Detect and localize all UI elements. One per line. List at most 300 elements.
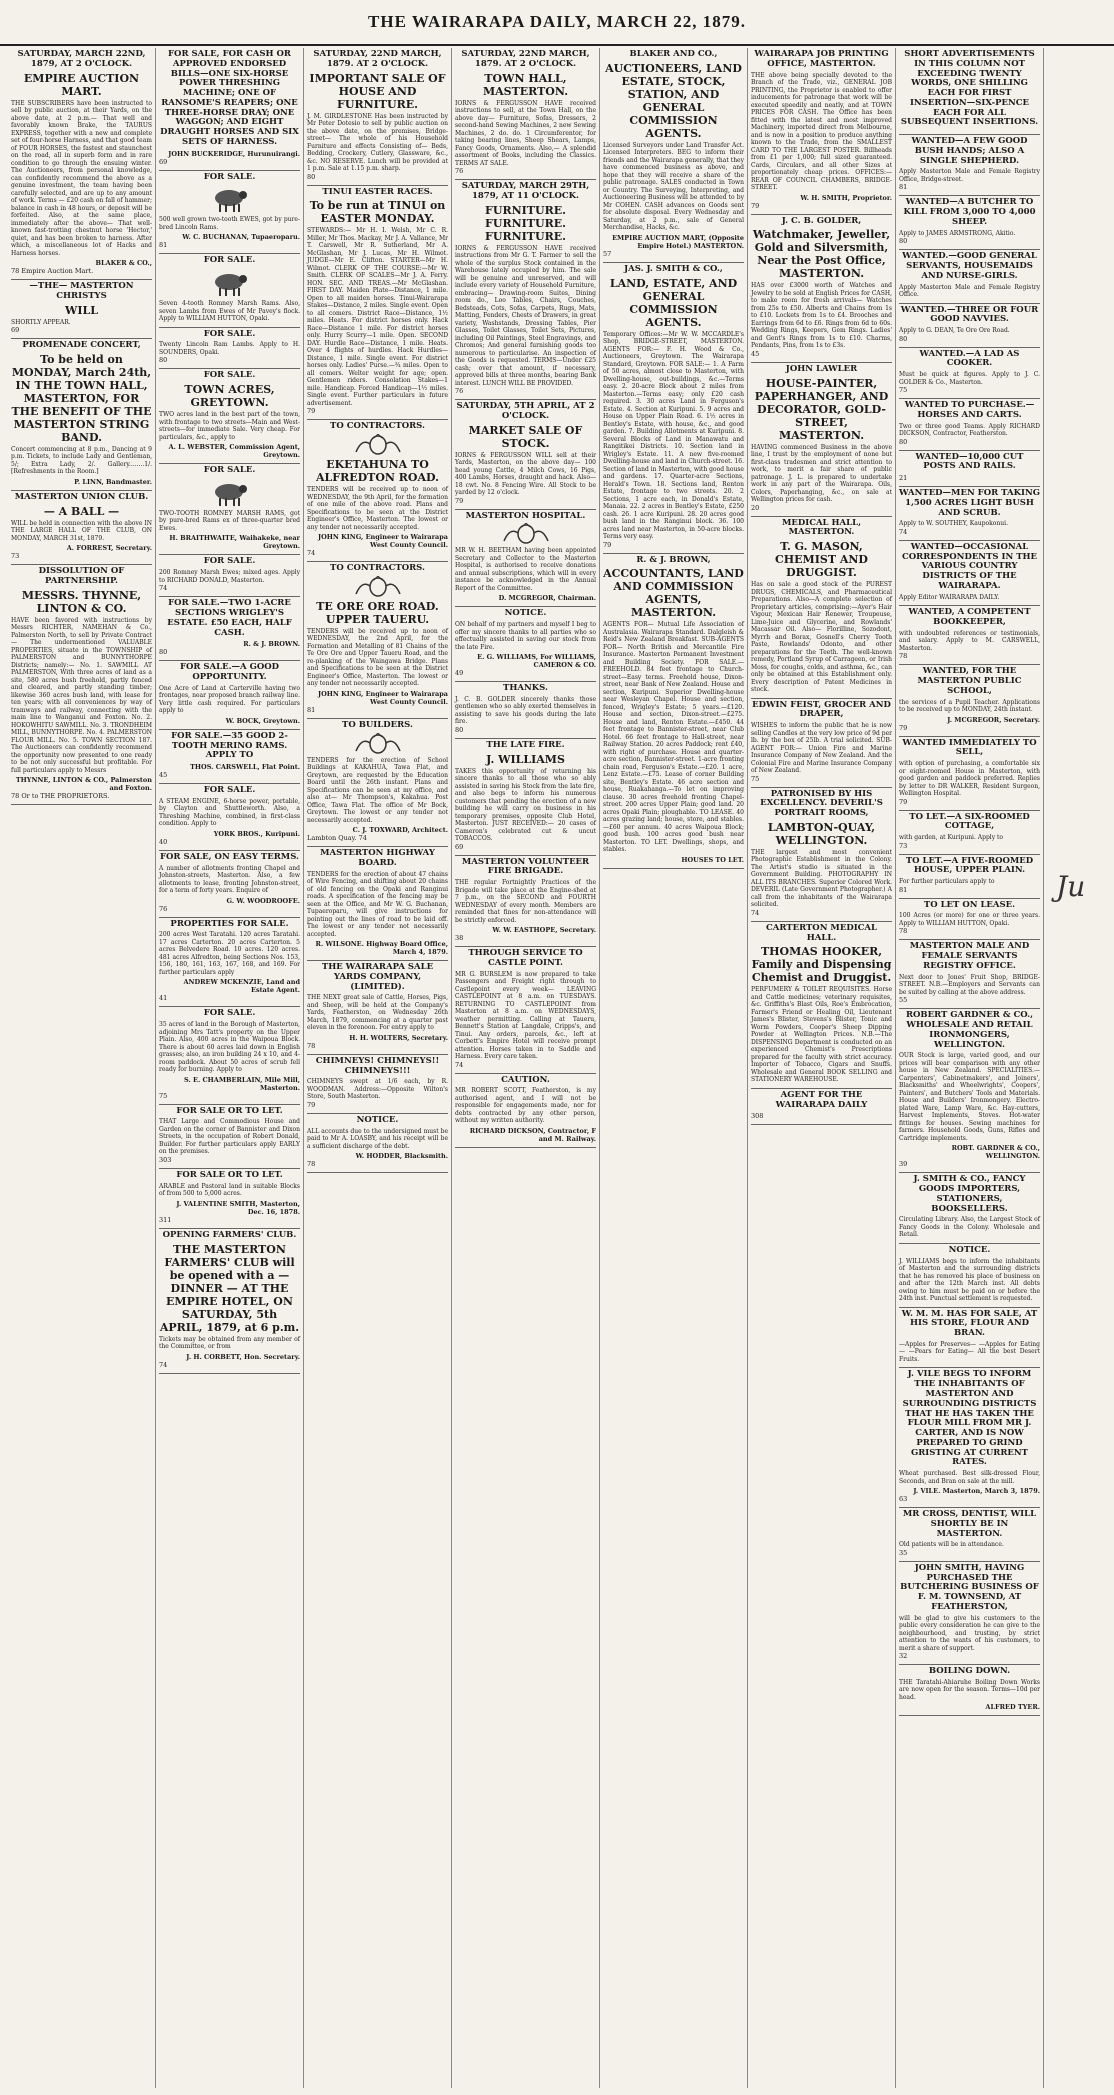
ad-heading: SATURDAY, MARCH 22ND, 1879, AT 2 O'CLOCK.	[17, 49, 146, 69]
ad-number: 69	[11, 326, 20, 335]
ad-subheading: ACCOUNTANTS, LAND AND COMMISSION AGENTS, MASTERTON.	[603, 567, 744, 620]
advertisement	[455, 180, 596, 400]
ad-reference-number	[159, 158, 300, 166]
ad-body: TENDERS for the erection of School Buildings at KAKAHUA, Tawa Flat, and Greytown, are requested by the Education Board until the 26th instant. Plans and Specifications can be seen at my office, and also at— Mr Thompson's, Kakahua. Post Office, Tawa Flat. The office of Mr Bock, Greytown. The lowest or any tender not necessarily accepted.	[307, 756, 448, 824]
advertisement	[159, 730, 300, 784]
ad-number: 79	[899, 797, 908, 806]
ad-number: 74	[899, 527, 908, 536]
ad-reference-number	[11, 267, 152, 275]
ad-number: 74	[751, 908, 760, 917]
advertisement	[899, 606, 1040, 665]
advertisement	[899, 451, 1040, 488]
ad-number: 80	[159, 648, 168, 657]
ad-signature: E. G. WILLIAMS, For WILLIAMS, CAMERON & CO.	[477, 653, 596, 670]
ad-reference-number	[455, 497, 596, 505]
column-1	[8, 48, 156, 2088]
ad-body: with garden, at Kuripuni. Apply to	[899, 834, 1004, 842]
ad-body: the services of a Pupil Teacher. Applications to be received up to MONDAY, 24th instant.	[899, 698, 1040, 714]
ad-subheading: To be run at TINUI on EASTER MONDAY.	[309, 199, 446, 226]
ad-heading: JOHN SMITH, HAVING PURCHASED THE BUTCHERING BUSINESS OF F. M. TOWNSEND, AT FEATHERSTON,	[900, 1562, 1039, 1612]
ad-signature: HOUSES TO LET.	[681, 855, 744, 864]
ad-number: 80	[307, 172, 316, 181]
ad-heading: FOR SALE.	[203, 171, 256, 182]
ad-reference-number	[899, 438, 1040, 446]
ad-body: OUR Stock is large, varied good, and our prices will bear comparison with any other house in New Zealand. SPECIALITIES.—Carpenters', Cabinetmakers', and Joiners', Blacksmiths' and Wheelwrights', Coopers', Painters', and Butchers' Tools and Materials. House and Builders' Ironmongery. Electro-plated Ware, Lamp Ware, &c. Hay-cutters, Harvest Implements, Stoves. Hot-water fittings for houses. Sewing machines for farmers. Household Goods, Guns, Rifles and Cartridge implements.	[899, 1052, 1040, 1142]
ad-heading: FOR SALE.—35 GOOD 2-TOOTH MERINO RAMS. APPLY TO	[171, 730, 288, 761]
ad-heading: WANTED, A COMPETENT BOOKKEEPER,	[908, 607, 1031, 628]
ad-number: 40	[159, 837, 168, 846]
ad-reference-number	[899, 886, 1040, 894]
ad-number: 41	[159, 994, 168, 1003]
advertisement	[455, 510, 596, 608]
ad-number: 81	[899, 183, 908, 192]
ad-signature: S. E. CHAMBERLAIN, Mile Mill, Masterton.	[184, 1075, 300, 1092]
ad-heading: FOR SALE.	[203, 255, 256, 266]
ad-heading: WANTED IMMEDIATELY TO SELL,	[902, 737, 1037, 758]
ad-reference-number	[455, 167, 596, 175]
advertisement	[899, 665, 1040, 736]
ad-heading: WANTED, FOR THE MASTERTON PUBLIC SCHOOL,	[917, 666, 1022, 696]
ad-heading: MASTERTON MALE AND FEMALE SERVANTS REGISTRY OFFICE.	[909, 941, 1030, 971]
ad-subheading: FURNITURE. FURNITURE. FURNITURE.	[485, 203, 566, 243]
advertisement	[899, 1009, 1040, 1173]
ad-body: —Apples for Preserves— —Apples for Eating— —Pears for Eating— All the best Desert Fruits.	[899, 1340, 1040, 1363]
ad-heading: FOR SALE OR TO LET.	[176, 1169, 283, 1180]
ad-body: ON behalf of my partners and myself I beg to offer my sincere thanks to all parties who so effectually assisted in saving our stock from the late Fire.	[455, 621, 596, 651]
ad-reference-number	[307, 407, 448, 415]
ad-body: ARABLE and Pastoral land in suitable Blocks of from 500 to 5,000 acres.	[159, 1182, 300, 1198]
ad-heading: TO CONTRACTORS.	[330, 421, 425, 432]
ad-reference-number	[751, 1112, 892, 1120]
advertisement	[159, 1169, 300, 1229]
advertisement	[307, 420, 448, 562]
ad-subheading: HOUSE-PAINTER, PAPERHANGER, AND DECORATOR, GOLD-STREET, MASTERTON.	[754, 376, 889, 442]
ad-heading: WANTED—10,000 CUT POSTS AND RAILS.	[915, 451, 1024, 472]
ad-heading: THE LATE FIRE.	[486, 739, 565, 750]
ad-body: THE SUBSCRIBERS have been instructed to sell by public auction, at their Yards, on the above date, at 2 p.m.— That well and favorably known Brake, the TAURUS EXPRESS, together with a new and complete set of four-horse Harness, and that good team of FOUR HORSES, the fastest and staunchest on the road, all in superb form and in rare condition to go through the ensuing winter. The Auctioneers, from personal knowledge, can confidently recommend the above as a genuine investment, the team having been carefully selected, and are up to any amount of work. Terms — £20 cash on fall of hammer; balance in cash in 48 hours, or deposit will be forfeited. Also, at the same place, immediately after the above— That well-known fast-trotting chestnut horse 'Hector,' quiet, and has been broken to harness. After which, a miscellaneous lot of Hacks and Harness horses.	[11, 99, 152, 257]
ad-heading: BOILING DOWN.	[928, 1666, 1011, 1677]
ad-subheading: J. WILLIAMS	[486, 752, 565, 766]
ad-number: 79	[751, 201, 760, 210]
ad-body: One Acre of Land at Carterville having two frontages, near proposed branch railway line. Very little cash required. For particulars apply to	[159, 684, 300, 715]
ad-body: Old patients will be in attendance.	[899, 1541, 1004, 1549]
ad-signature: R. & J. BROWN.	[243, 640, 300, 649]
ad-number: 20	[751, 503, 760, 512]
ad-reference-number	[11, 792, 152, 800]
sheep-engraving-icon	[207, 268, 253, 298]
ad-heading: MEDICAL HALL, MASTERTON.	[781, 517, 862, 538]
ad-number: 80	[455, 725, 464, 734]
ad-heading: WANTED—A BUTCHER TO KILL FROM 3,000 TO 4,000 SHEEP.	[903, 197, 1036, 227]
ad-heading: JAS. J. SMITH & CO.,	[624, 263, 723, 274]
ad-body: 500 well grown two-tooth EWES, got by pure-bred Lincoln Rams.	[159, 216, 300, 231]
ad-body: Apply Masterton Male and Female Registry Office.	[899, 283, 1040, 299]
ad-signature: THOS. CARSWELL, Flat Point.	[190, 763, 300, 772]
ad-body: THE Taratahi-Ahiaruhe Boiling Down Works are now open for the season. Terms—10d per head.	[899, 1678, 1040, 1701]
ad-heading: TO CONTRACTORS.	[330, 563, 425, 574]
ad-number: 81	[307, 705, 316, 714]
column-2	[156, 48, 304, 2088]
advertisement	[159, 369, 300, 464]
advertisement	[899, 1368, 1040, 1508]
ad-signature: W. W. EASTHOPE, Secretary.	[492, 926, 596, 935]
advertisement	[159, 171, 300, 255]
ad-body: Seven 4-tooth Romney Marsh Rams. Also, seven Lambs from Ewes of Mr Pavey's flock. Apply to WILLIAM HUTTON, Opaki.	[159, 300, 300, 323]
masthead	[0, 0, 1114, 46]
royal-crest-icon	[348, 576, 408, 598]
ad-reference-number	[899, 798, 1040, 806]
ad-body: Twenty Lincoln Ram Lambs. Apply to H. SOUNDERS, Opaki.	[159, 341, 300, 356]
ad-number: 63	[899, 1495, 908, 1504]
advertisement	[307, 186, 448, 421]
ad-number: 308	[751, 1112, 764, 1121]
ad-subheading: MARKET SALE OF STOCK.	[468, 423, 583, 450]
ad-heading: NOTICE.	[948, 1244, 991, 1255]
ad-body: WILL be held in connection with the above IN THE LARGE HALL OF THE CLUB, ON MONDAY, MARCH 31st, 1879.	[11, 519, 152, 542]
royal-crest-icon	[348, 434, 408, 456]
advertisement	[603, 263, 744, 554]
columns-container	[8, 48, 1044, 2088]
ad-number: 79	[603, 540, 612, 549]
ad-subheading: WILL	[65, 303, 98, 317]
ad-reference-number	[899, 386, 1040, 394]
ad-signature: J. VILE. Masterton, March 3, 1879.	[913, 1487, 1040, 1496]
column-5	[600, 48, 748, 2088]
ad-heading: CARTERTON MEDICAL HALL.	[765, 922, 878, 943]
ad-number: 81	[159, 241, 168, 250]
ad-signature: JOHN KING, Engineer to Wairarapa West County Council.	[318, 689, 448, 706]
ad-subheading: To be held on MONDAY, March 24th, IN THE TOWN HALL, MASTERTON, FOR THE BENEFIT OF THE MASTERTON STRING BAND.	[11, 352, 152, 444]
ad-body: Has on sale a good stock of the PUREST DRUGS, CHEMICALS, and Pharmaceutical Preparations. Also—A complete selection of Proprietary articles, comprising:—Ayer's Hair Vigour, Mexican Hair Renewer, Troupeuse, Lime-Juice and Glycerine, and Rowlands' Macassar Oil. Also— Florilline, Sozodont, Myrrh and Borax, Gosnell's Cherry Tooth Paste, Rowlands' Odonto, and other preparations for the Teeth. The well-known remedy, Portland Syrup of Carrageen, or Irish Moss, for coughs, colds, and asthma, &c., can only be obtained at this Establishment only. Every description of Patent Medicines in stock.	[751, 581, 892, 694]
ad-reference-number	[899, 996, 1040, 1004]
ad-signature: C. J. TOXWARD, Architect.	[352, 826, 448, 835]
ad-body: TAKES this opportunity of returning his sincere thanks to all those who so ably assisted in saving his Stock from the late fire, and also begs to inform his numerous customers that pending the erection of a new building he will carry on business in his temporary premises, opposite Club Hotel, Masterton. JUST RECEIVED:— 20 cases of Cameron's celebrated cut & uncut TOBACCOS.	[455, 767, 596, 843]
ad-reference-number	[307, 1101, 448, 1109]
ad-body: THE regular Fortnightly Practices of the Brigade will take place at the Engine-shed at 7 p.m., on the SECOND and FOURTH WEDNESDAY of every month. Members are reminded that fines for non-attendance will be strictly enforced.	[455, 879, 596, 924]
ad-number: 45	[751, 349, 760, 358]
ad-heading: —THE— MASTERTON CHRISTYS	[29, 281, 134, 301]
advertisement	[899, 1508, 1040, 1562]
advertisement	[11, 280, 152, 339]
ad-body: Apply to W. SOUTHEY, Kaupokonui.	[899, 520, 1008, 528]
ad-signature: THYNNE, LINTON & CO., Palmerston and Foxton.	[15, 776, 152, 793]
ad-reference-number	[307, 834, 448, 842]
ad-heading: SATURDAY, 22ND MARCH, 1879. AT 2 O'CLOCK.	[461, 49, 590, 69]
ad-heading: WANTED.—GOOD GENERAL SERVANTS, HOUSEMAIDS AND NURSE-GIRLS.	[902, 251, 1037, 281]
advertisement	[159, 1007, 300, 1104]
ad-signature: H. BRAITHWAITE, Waihakeke, near Greytown.	[169, 534, 300, 551]
ad-body: Apply Editor WAIRARAPA DAILY.	[899, 593, 1000, 601]
ad-heading: TINUI EASTER RACES.	[322, 186, 433, 197]
ad-signature: W. HODDER, Blacksmith.	[355, 1152, 448, 1161]
ad-reference-number	[307, 549, 448, 557]
ad-heading: FOR SALE.	[203, 465, 256, 476]
advertisement	[899, 1308, 1040, 1369]
advertisement	[455, 682, 596, 739]
ad-signature: H. H. WOLTERS, Secretary.	[349, 1033, 448, 1042]
ad-number: 79	[455, 496, 464, 505]
ad-heading: EDWIN FEIST, GROCER AND DRAPER,	[752, 699, 891, 720]
ad-body: J. C. B. GOLDER sincerely thanks those gentlemen who so ably exerted themselves in assisting to save his goods during the late fire.	[455, 695, 596, 726]
advertisement	[159, 784, 300, 851]
ad-body: 100 Acres (or more) for one or three years. Apply to WILLIAM HUTTON, Opaki.	[899, 912, 1040, 927]
ad-subheading: THOMAS HOOKER, Family and Dispensing Chemist and Druggist.	[751, 945, 892, 985]
ad-body: with undoubted references or testimonials, and salary. Apply to M. CARSWELL, Masterton.	[899, 629, 1040, 652]
ad-number: 74	[307, 549, 316, 558]
ad-subheading: T. G. MASON, CHEMIST AND DRUGGIST.	[775, 540, 868, 580]
ad-signature: R. WILSONE. Highway Board Office, March 4, 1879.	[315, 940, 448, 957]
ad-body: A number of allotments fronting Chapel and Johnston-streets, Masterton. Also, a few allotments to lease, fronting Johnston-street, for a term of forty years. Enquire of	[159, 864, 300, 895]
ad-number: 75	[159, 1091, 168, 1100]
ad-heading: WANTED—A FEW GOOD BUSH HANDS; ALSO A SINGLE SHEPHERD.	[911, 136, 1028, 166]
ad-heading: J. C. B. GOLDER,	[781, 215, 862, 226]
ad-number: 78	[307, 1160, 316, 1169]
ad-heading: BLAKER AND CO.,	[629, 49, 718, 59]
advertisement	[899, 135, 1040, 196]
ad-reference-number	[899, 335, 1040, 343]
ad-number: 75	[751, 774, 760, 783]
ad-heading: THANKS.	[503, 683, 548, 694]
ad-heading: FOR SALE, ON EASY TERMS.	[159, 851, 299, 862]
ad-subheading: AUCTIONEERS, LAND ESTATE, STOCK, STATION, AND GENERAL COMMISSION AGENTS.	[605, 61, 742, 140]
ad-number: 80	[159, 356, 168, 365]
ad-heading: J. SMITH & CO., FANCY GOODS IMPORTERS, STATIONERS, BOOKSELLERS.	[913, 1174, 1026, 1214]
advertisement	[899, 737, 1040, 811]
advertisement	[307, 847, 448, 961]
ad-body: IORNS & FERGUSSON WILL sell at their Yards, Masterton, on the above day— 100 head young Cattle, 4 Milch Cows, 16 Pigs, 400 Lambs, Horses, draught and hack. Also— 18 cwt. No. 8 Fencing Wire. All Stock to be yarded by 12 o'clock.	[455, 451, 596, 497]
ad-body: 200 acres West Taratahi. 120 acres Taratahi. 17 acres Carterton. 20 acres Carterton. 5 acres Belvedere Road. 10 acres. 120 acres. 481 acres Alfredton, being Sections Nos. 153, 156, 180, 161, 163, 167, 168, and 169. For further particulars apply	[159, 931, 300, 976]
ad-reference-number	[751, 504, 892, 512]
ad-reference-number	[159, 838, 300, 846]
advertisement	[455, 856, 596, 948]
ad-number: 49	[455, 669, 464, 678]
ad-heading: FOR SALE.—A GOOD OPPORTUNITY.	[179, 662, 280, 683]
advertisement	[751, 517, 892, 699]
ad-number: 74	[455, 1060, 464, 1069]
ad-heading: W. M. M. HAS FOR SALE, AT HIS STORE, FLOUR AND BRAN.	[901, 1308, 1038, 1339]
ad-number: 80	[899, 334, 908, 343]
ad-reference-number	[11, 326, 152, 334]
advertisement	[307, 562, 448, 719]
ad-reference-number	[899, 927, 1040, 935]
advertisement	[899, 940, 1040, 1009]
ad-heading: AGENT FOR THE WAIRARAPA DAILY	[775, 1089, 868, 1110]
ad-body: THAT Large and Commodious House and Garden on the corner of Bannister and Dixon Streets, in the occupation of Robert Donald, Builder. For further particulars apply EARLY on the premises.	[159, 1118, 300, 1156]
ad-number: 69	[455, 842, 464, 851]
advertisement	[159, 328, 300, 370]
royal-crest-icon	[348, 733, 408, 755]
advertisement	[899, 1665, 1040, 1716]
ad-signature: EMPIRE AUCTION MART, (Opposite Empire Hotel.) MASTERTON.	[612, 233, 744, 250]
advertisement	[899, 541, 1040, 606]
ad-body: HAS over £3000 worth of Watches and Jewelry to be sold at English Prices for CASH, to make room for fresh arrivals— Watches from 25s to £50. Alberts and Chains from 1s to £10. Lockets from 1s to £4. Brooches and Earrings from 6d to £6. Rings from 6d to 60s. Wedding Rings, Keepers, Gem Rings. Ladies' and Gent's Rings from 1s to £10. Charms, Pendants, Pins, from 1s to £3s.	[751, 282, 892, 350]
ad-subheading: TOWN HALL, MASTERTON.	[482, 71, 569, 98]
ad-heading: ROBERT GARDNER & CO., WHOLESALE AND RETAIL IRONMONGERS, WELLINGTON.	[905, 1010, 1034, 1050]
ad-heading: MASTERTON HOSPITAL.	[465, 510, 586, 521]
ad-heading: WANTED—MEN FOR TAKING 1,500 ACRES LIGHT BUSH AND SCRUB.	[899, 488, 1040, 518]
ad-signature: W. H. SMITH, Proprietor.	[800, 193, 892, 202]
ad-reference-number	[159, 584, 300, 592]
ad-reference-number	[159, 1156, 300, 1164]
ad-reference-number	[307, 1042, 448, 1050]
ad-body: J. WILLIAMS begs to inform the inhabitants of Masterton and the surrounding districts that he has removed his place of business on and after the 12th March inst. All debts owing to him must be paid on or before the 24th inst. Punctual settlement is requested.	[899, 1257, 1040, 1303]
advertisement	[899, 196, 1040, 250]
ad-body: Temporary Offices:—Mr W. W. MCCARDLE's Shop, BRIDGE-STREET, MASTERTON. AGENTS FOR:— F. H. Wood & Co., Auctioneers, Greytown. The Wairarapa Standard, Greytown. FOR SALE:— 1. A Farm of 50 acres, almost close to Masterton, with Dwelling-house, out-buildings, &c.—Terms easy. 2. 20-acre Block about 2 miles from Masterton.—Terms easy; only £20 cash required. 3. 30 acres Land in Ferguson's Estate. 4. Section at Kuripuni. 5. 9 acres and House on Upper Plain Road. 6. 1½ acres in Bentley's Estate, with house, &c., and good garden. 7. Building Allotments at Kuripuni. 8. Several Blocks of Land in Manawatu and Rangitikei Districts. 10. Section land in Wrigley's Estate. 11. A new five-roomed Dwelling-house and land in Church-street. 16. Section of land in Masterton, with good house and gardens. 17. Quarter-acre Sections, Herald's Town. 18. Sections land, Renton Estate, frontage to two streets. 20. 2 Sections, 1 acre each, in Donald's Estate, Manaia. 22. 2 acres in Bentley's Estate, £250 cash. 26. 1 acre Kuripuni. 28. 20 acres good bush land in the Ranginui block. 36. 100 acres land near Masterton, in 50-acre blocks. Terms very easy.	[603, 330, 744, 541]
ad-reference-number	[751, 775, 892, 783]
advertisement	[159, 48, 300, 171]
ad-subheading: TE ORE ORE ROAD. UPPER TAUERU.	[316, 599, 439, 626]
ad-signature: W. BOCK, Greytown.	[225, 716, 300, 725]
ad-reference-number	[159, 994, 300, 1002]
masthead-title: THE WAIRARAPA DAILY, MARCH 22, 1879.	[368, 12, 746, 31]
advertisement	[899, 855, 1040, 899]
ad-number: 57	[603, 249, 612, 258]
ad-body: 200 Romney Marsh Ewes; mixed ages. Apply to RICHARD DONALD, Masterton.	[159, 569, 300, 584]
ad-reference-number	[899, 842, 1040, 850]
advertisement	[899, 304, 1040, 348]
ad-reference-number	[455, 726, 596, 734]
ad-heading: TO LET ON LEASE.	[923, 899, 1016, 910]
ad-heading: SATURDAY, 5TH APRIL, AT 2 O'CLOCK.	[456, 401, 595, 421]
ad-number: 81	[899, 885, 908, 894]
advertisement	[307, 48, 448, 186]
ad-reference-number	[159, 1361, 300, 1369]
ad-body: Apply to JAMES ARMSTRONG, Akitio.	[899, 229, 1016, 237]
ad-reference-number	[899, 183, 1040, 191]
ad-heading: THE WAIRARAPA SALE YARDS COMPANY, (LIMITED).	[321, 962, 434, 992]
ad-reference-number	[603, 250, 744, 258]
ad-reference-number	[159, 648, 300, 656]
advertisement	[751, 215, 892, 363]
advertisement	[11, 48, 152, 280]
advertisement	[751, 922, 892, 1089]
ad-heading: SATURDAY, MARCH 29TH, 1879, AT 11 O'CLOCK.	[461, 181, 590, 201]
advertisement	[751, 788, 892, 922]
ad-signature: JOHN KING, Engineer to Wairarapa West County Council.	[318, 533, 448, 550]
margin-handwriting: Ju	[1056, 870, 1086, 903]
ad-number: 79	[307, 1100, 316, 1109]
ad-reference-number	[899, 724, 1040, 732]
ad-heading: MASTERTON HIGHWAY BOARD.	[320, 848, 435, 868]
ad-reference-number	[455, 1061, 596, 1069]
ad-number: Lambton Quay. 74	[307, 834, 367, 843]
advertisement	[455, 1074, 596, 1148]
royal-crest-icon	[496, 523, 556, 545]
ad-heading: FOR SALE OR TO LET.	[176, 1105, 283, 1116]
ad-reference-number	[307, 706, 448, 714]
ad-number: 78	[307, 1041, 316, 1050]
ad-subheading: Watchmaker, Jeweller, Gold and Silversmith, Near the Post Office, MASTERTON.	[752, 228, 891, 281]
sheep-engraving-icon	[207, 184, 253, 214]
ad-number: 76	[455, 167, 464, 176]
ad-number: 78 Or to THE PROPRIETORS.	[11, 792, 110, 801]
ad-reference-number	[159, 1216, 300, 1224]
advertisement	[751, 1089, 892, 1126]
ad-heading: DISSOLUTION OF PARTNERSHIP.	[38, 566, 125, 586]
ad-body: Next door to Jones' Fruit Shop, BRIDGE-STREET. N.B.—Employers and Servants can be suited by calling at the above address.	[899, 973, 1040, 996]
ad-signature: BLAKER & CO.,	[95, 259, 152, 268]
ad-body: THE NEXT great sale of Cattle, Horses, Pigs, and Sheep, will be held at the Company's Yards, Featherston, on Wednesday 26th March, 1879, commencing at a quarter past eleven in the forenoon. For entry apply to	[307, 994, 448, 1032]
ad-heading: CAUTION.	[501, 1074, 550, 1085]
advertisement	[455, 400, 596, 510]
ad-body: TWO-TOOTH ROMNEY MARSH RAMS, got by pure-bred Rams ex of three-quarter bred Ewes.	[159, 509, 300, 532]
ad-subheading: TOWN ACRES, GREYTOWN.	[184, 383, 275, 410]
ad-reference-number	[159, 771, 300, 779]
ad-body: THE largest and most convenient Photographic Establishment in the Colony. The Artist's studio is situated in the Government Building. PHOTOGRAPHY IN ALL ITS BRANCHES. Superior Colored Work. DEVERIL (Late Government Photographer.) A call from the inhabitants of the Wairarapa solicited.	[751, 848, 892, 909]
advertisement	[159, 597, 300, 661]
ad-heading: WANTED.—A LAD AS COOKER.	[919, 348, 1020, 369]
ad-body: THE above being specially devoted to the Branch of the Trade, viz., GENERAL JOB PRINTING, the Proprietor is enabled to offer inducements for patronage that work will be executed speedily and neatly, and at TOWN PRICES FOR CASH. The Office has been fitted with the latest and most improved Machinery, imported direct from Melbourne, and is now in a position to produce anything known to the Trade, from the SMALLEST CARD TO THE LARGEST POSTER. Billheads from £1 per 1,000; full sized guaranteed. Cards, Circulars, and all other Sizes at proportionately cheap prices. OFFICES:— REAR OF COUNCIL CHAMBERS, BRIDGE-STREET.	[751, 71, 892, 192]
ad-number: 79	[899, 723, 908, 732]
column-6	[748, 48, 896, 2088]
ad-number: 79	[307, 407, 316, 416]
advertisement	[603, 48, 744, 263]
ad-body: ALL accounts due to the undersigned must be paid to Mr A. LOASBY, and his receipt will be a sufficient discharge of the debt.	[307, 1127, 448, 1150]
ad-body: PERFUMERY & TOILET REQUISITES. Horse and Cattle medicines; veterinary requisites, &c. Griffiths's Blast Oils, Roe's Embrocation, Farmer's Friend or Healing Oil, Lieutenant James's Blister, Stevens's Blister, Tonic and Worm Powders, Cooper's Sheep Dipping Powder at Wellington Prices. N.B.—The DISPENSING Department is conducted on an experienced Chemist's Prescriptions prepared for the faculty with strict accuracy. Importer of Tobacco, Cigars and Snuffs. Wholesale and General BOOK SELLING and STATIONERY WAREHOUSE.	[751, 986, 892, 1084]
ad-heading: MASTERTON VOLUNTEER FIRE BRIGADE.	[461, 856, 590, 877]
ad-heading: WANTED—OCCASIONAL CORRESPONDENTS IN THE VARIOUS COUNTRY DISTRICTS OF THE WAIRARAPA.	[901, 541, 1038, 591]
ad-body: HAVING commenced Business in the above line, I trust by the employment of none but first-class tradesmen and strict attention to work, to merit a fair share of public patronage. J. L. is prepared to undertake work in any part of the Wairarapa. Oils, Colors, Paperhanging, &c., on sale at Wellington prices for cash.	[751, 443, 892, 504]
ad-body: Circulating Library. Also, the Largest Stock of Fancy Goods in the Colony. Wholesale and Retail.	[899, 1216, 1040, 1239]
ad-heading: PATRONISED BY HIS EXCELLENCY. DEVERIL'S PORTRAIT ROOMS,	[760, 788, 883, 819]
advertisement	[455, 739, 596, 856]
ad-subheading: — A BALL —	[43, 504, 120, 518]
ad-body: Licensed Surveyors under Land Transfer Act. Licensed Interpreters. BEG to inform their friends and the Wairarapa generally, that they have commenced business as above, and hope that they will receive a share of the public patronage. SALES conducted in Town or Country. The Surveying, Interpreting, and Auctioneering Business will be attended to by Mr COHEN. CASH advances on Goods sent for absolute disposal. Every Wednesday and Saturday, at 2 p.m., sale of General Merchandise, Hacks, &c.	[603, 141, 744, 232]
ad-body: TWO acres land in the best part of the town, with frontage to two streets—Main and West-streets—for immediate Sale. Very cheap. For particulars, &c., apply to	[159, 411, 300, 441]
ad-reference-number	[307, 1160, 448, 1168]
ad-body: TENDERS will be received up to noon of WEDNESDAY, the 2nd April, for the Formation and Metalling of 81 Chains of the Te Ore Ore and Upper Taueru Road, and the re-planking of the Waingawa Bridge. Plans and Specifications to be seen at the District Engineer's Office, Masterton. The lowest or any tender not necessarily accepted.	[307, 627, 448, 688]
ad-body: Two or three good Teams. Apply RICHARD DICKSON, Contractor, Featherston.	[899, 422, 1040, 438]
ad-heading: WANTED.—THREE OR FOUR GOOD NAVVIES.	[900, 304, 1039, 325]
ad-body: MR ROBERT SCOTT, Featherston, is my authorised agent, and I will not be responsible for engagements made, nor for debts contracted by any other person, without my written authority.	[455, 1087, 596, 1125]
advertisement	[751, 699, 892, 788]
advertisement	[159, 1229, 300, 1374]
advertisement	[455, 607, 596, 682]
ad-number: 73	[899, 841, 908, 850]
ad-body: MR G. BURSLEM is now prepared to take Passengers and Freight right through to Castlepoint every week— LEAVING CASTLEPOINT at 8 a.m. on TUESDAYS. RETURNING TO CASTLEPOINT from Masterton at 8 a.m. on WEDNESDAYS, weather permitting. Calling at Taueru, Bennett's Station at Langdale, Cripps's, and Tinui. Any orders, parcels, &c., left at Corbett's Empire Hotel will receive prompt attention. Horses taken in to Saddle and Harness. Every care taken.	[455, 970, 596, 1061]
advertisement	[751, 48, 892, 215]
advertisement	[899, 487, 1040, 541]
ad-reference-number	[455, 843, 596, 851]
ad-heading: SHORT ADVERTISEMENTS IN THIS COLUMN NOT EXCEEDING TWENTY WORDS, ONE SHILLING EACH FOR FIRST INSERTION—SIX-PENCE EACH FOR ALL SUBSEQUENT INSERTIONS.	[900, 49, 1039, 128]
ad-body: TENDERS for the erection of about 47 chains of Wire Fencing, and shifting about 20 chains of old fencing on the Opaki and Ranginui roads. A specification of the fencing may be seen at the Office, and Mr W. G. Buchanan, Tupaeroparu, will give instructions for pointing out the lines of road to be laid off. The lowest or any tender not necessarily accepted.	[307, 870, 448, 938]
advertisement	[159, 1105, 300, 1169]
ad-heading: NOTICE.	[504, 608, 547, 619]
ad-body: Apply Masterton Male and Female Registry Office, Bridge-street.	[899, 168, 1040, 183]
ad-reference-number	[455, 387, 596, 395]
advertisement	[603, 554, 744, 869]
advertisement	[899, 1244, 1040, 1308]
advertisement	[899, 811, 1040, 855]
ad-heading: R. & J. BROWN,	[636, 554, 711, 565]
ad-reference-number	[159, 1092, 300, 1100]
ad-subheading: MESSRS. THYNNE, LINTON & CO.	[21, 588, 142, 615]
ad-signature: A. FORREST, Secretary.	[66, 544, 152, 553]
advertisement	[159, 555, 300, 597]
ad-signature: J. VALENTINE SMITH, Masterton, Dec. 16, 1878.	[176, 1199, 300, 1216]
ad-reference-number	[751, 909, 892, 917]
ad-reference-number	[455, 669, 596, 677]
ad-heading: CHIMNEYS! CHIMNEYS!! CHIMNEYS!!!	[315, 1055, 440, 1076]
ad-reference-number	[899, 1495, 1040, 1503]
ad-body: Concert commencing at 8 p.m., Dancing at 9 p.m. Tickets, to include Lady and Gentleman, 5/; Extra Lady, 2/. Gallery........1/. [Refreshments in the Room.]	[11, 445, 152, 476]
ad-signature: A. L. WEBSTER, Commission Agent, Greytown.	[168, 443, 300, 460]
ad-body: A STEAM ENGINE, 6-horse power, portable, by Clayton and Shuttleworth. Also, a Threshing Machine, combined, in first-class condition. Apply to	[159, 797, 300, 828]
ad-heading: TO BUILDERS.	[342, 719, 413, 730]
ad-reference-number	[899, 1652, 1040, 1660]
ad-signature: J. H. CORBETT, Hon. Secretary.	[186, 1352, 300, 1361]
advertisement	[307, 719, 448, 847]
